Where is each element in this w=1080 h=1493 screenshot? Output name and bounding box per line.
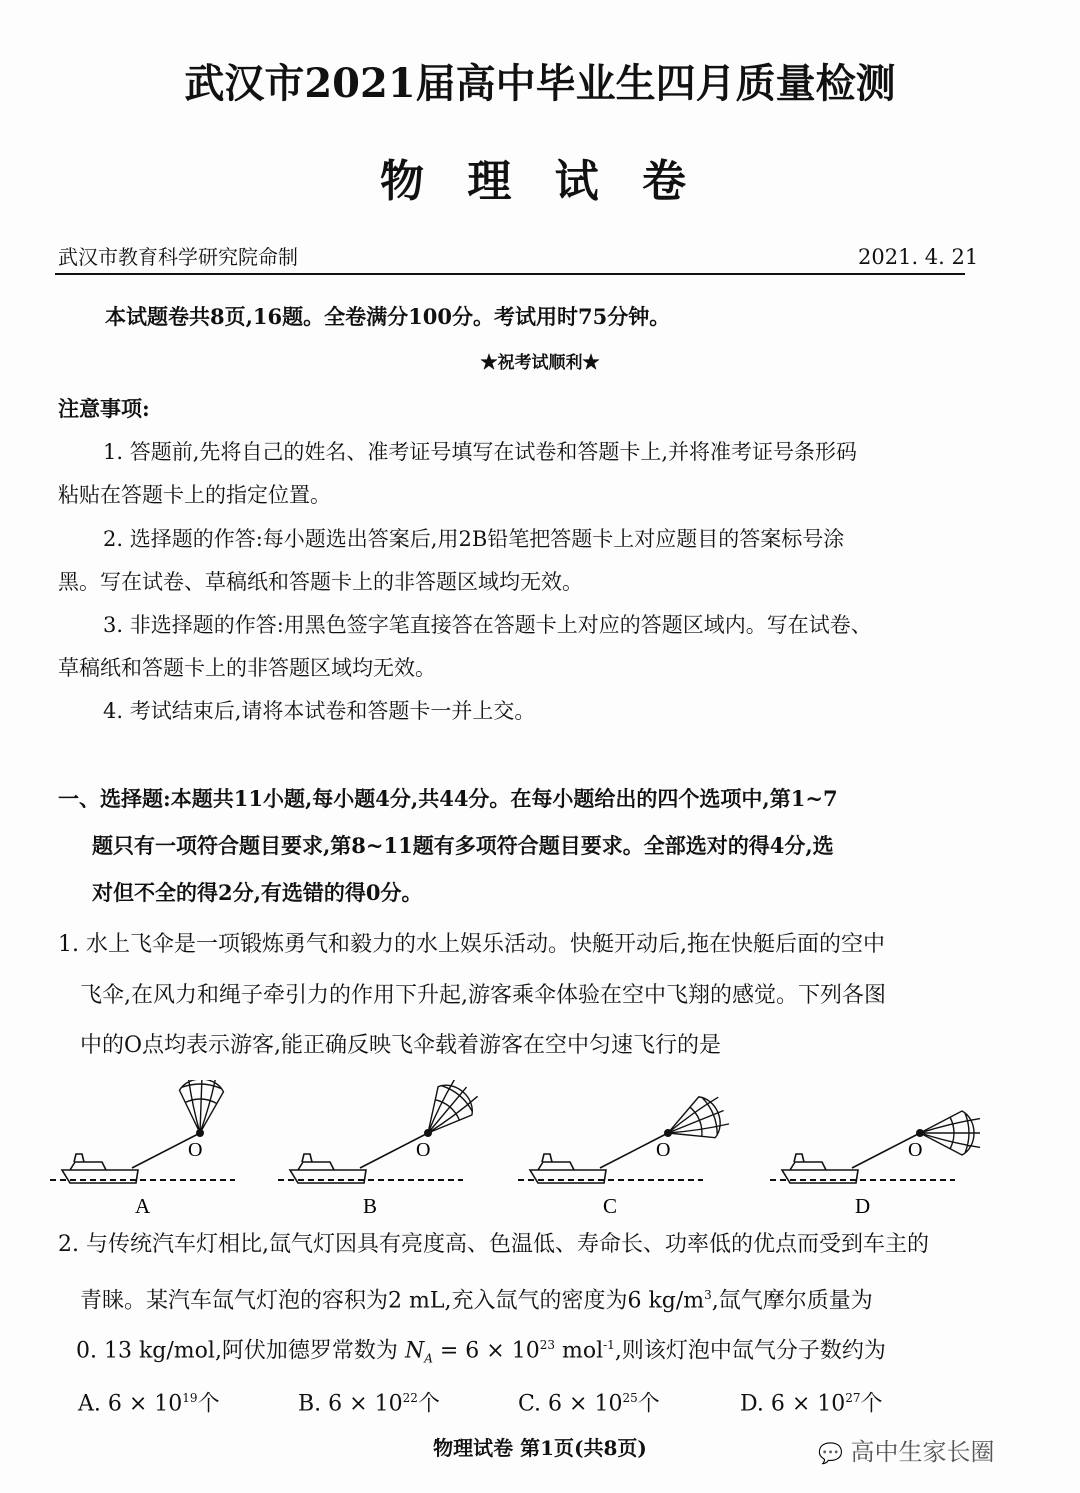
parachute-canopy xyxy=(178,1080,224,1134)
blessing: ★祝考试顺利★ xyxy=(480,353,600,373)
boat-icon xyxy=(290,1154,366,1183)
issuer: 武汉市教育科学研究院命制 xyxy=(58,245,298,269)
question-1-text: 1. 水上飞伞是一项锻炼勇气和毅力的水上娱乐活动。快艇开动后,拖在快艇后面的空中 xyxy=(58,932,885,957)
figure-label: C xyxy=(603,1194,618,1218)
note-line: 黑。写在试卷、草稿纸和答题卡上的非答题区域均无效。 xyxy=(58,570,583,594)
question-2-text: 2. 与传统汽车灯相比,氙气灯因具有亮度高、色温低、寿命长、功率低的优点而受到车主的 xyxy=(58,1232,929,1257)
note-line: 1. 答题前,先将自己的姓名、准考证号填写在试卷和答题卡上,并将准考证号条形码 xyxy=(103,440,858,464)
parachute-canopy xyxy=(660,1090,732,1153)
note-line: 3. 非选择题的作答:用黑色签字笔直接答在答题卡上对应的答题区域内。写在试卷、 xyxy=(103,613,872,637)
point-label: O xyxy=(416,1139,431,1161)
chat-bubble-icon: 💬 xyxy=(818,1441,843,1465)
figure-label: D xyxy=(855,1194,871,1218)
option-d[interactable]: D. $6 \times 10^{27}$个 xyxy=(740,1391,883,1417)
figure-label: A xyxy=(135,1194,151,1218)
note-line: 4. 考试结束后,请将本试卷和答题卡一并上交。 xyxy=(103,699,536,723)
header-rule xyxy=(55,273,965,275)
point-label: O xyxy=(908,1139,923,1161)
section-instructions: 对但不全的得2分,有选错的得0分。 xyxy=(92,880,423,905)
section-instructions: 一、选择题:本题共11小题,每小题4分,共44分。在每小题给出的四个选项中,第1~7 xyxy=(58,786,838,811)
parachute-canopy xyxy=(411,1080,483,1147)
exam-summary: 本试题卷共8页,16题。全卷满分100分。考试用时75分钟。 xyxy=(105,304,671,329)
exam-date: 2021. 4. 21 xyxy=(858,245,979,269)
point-label: O xyxy=(656,1139,671,1161)
section-instructions: 题只有一项符合题目要求,第8~11题有多项符合题目要求。全部选对的得4分,选 xyxy=(92,833,834,858)
question-2-text: 0. 13 kg/mol,阿伏加德罗常数为 $N_A = 6 \times 10^{23}$ mol$^{-1}$,则该灯泡中氙气分子数约为 xyxy=(76,1338,886,1366)
option-b[interactable]: B. $6 \times 10^{22}$个 xyxy=(298,1391,440,1417)
canopy-lines xyxy=(920,1111,980,1155)
canopy-lines xyxy=(411,1080,483,1147)
note-line: 草稿纸和答题卡上的非答题区域均无效。 xyxy=(58,656,436,680)
option-a[interactable]: A. $6 \times 10^{19}$个 xyxy=(78,1391,220,1417)
canopy-lines xyxy=(178,1080,224,1134)
question-2-text: 青睐。某汽车氙气灯泡的容积为2 mL,充入氙气的密度为6 $kg/m^3$,氙气摩尔质量为 xyxy=(80,1288,873,1314)
note-line: 2. 选择题的作答:每小题选出答案后,用2B铅笔把答题卡上对应题目的答案标号涂 xyxy=(103,527,845,551)
note-line: 粘贴在答题卡上的指定位置。 xyxy=(58,483,331,507)
canopy-lines xyxy=(660,1090,732,1153)
exam-title: 武汉市2021届高中毕业生四月质量检测 xyxy=(184,60,896,107)
notes-heading: 注意事项: xyxy=(58,396,150,421)
question-1-figures xyxy=(40,1080,1040,1220)
boat-icon xyxy=(530,1154,606,1183)
parachute-canopy xyxy=(920,1111,980,1155)
question-1-text: 中的O点均表示游客,能正确反映飞伞载着游客在空中匀速飞行的是 xyxy=(80,1033,722,1058)
boat-icon xyxy=(62,1154,138,1183)
boat-icon xyxy=(782,1154,858,1183)
subject-title: 物 理 试 卷 xyxy=(380,156,700,207)
figure-label: B xyxy=(363,1194,378,1218)
watermark: 💬 高中生家长圈 xyxy=(818,1438,995,1466)
point-label: O xyxy=(188,1139,203,1161)
option-c[interactable]: C. $6 \times 10^{25}$个 xyxy=(518,1391,660,1417)
page-footer: 物理试卷 第1页(共8页) xyxy=(433,1436,647,1460)
question-1-text: 飞伞,在风力和绳子牵引力的作用下升起,游客乘伞体验在空中飞翔的感觉。下列各图 xyxy=(80,983,886,1008)
